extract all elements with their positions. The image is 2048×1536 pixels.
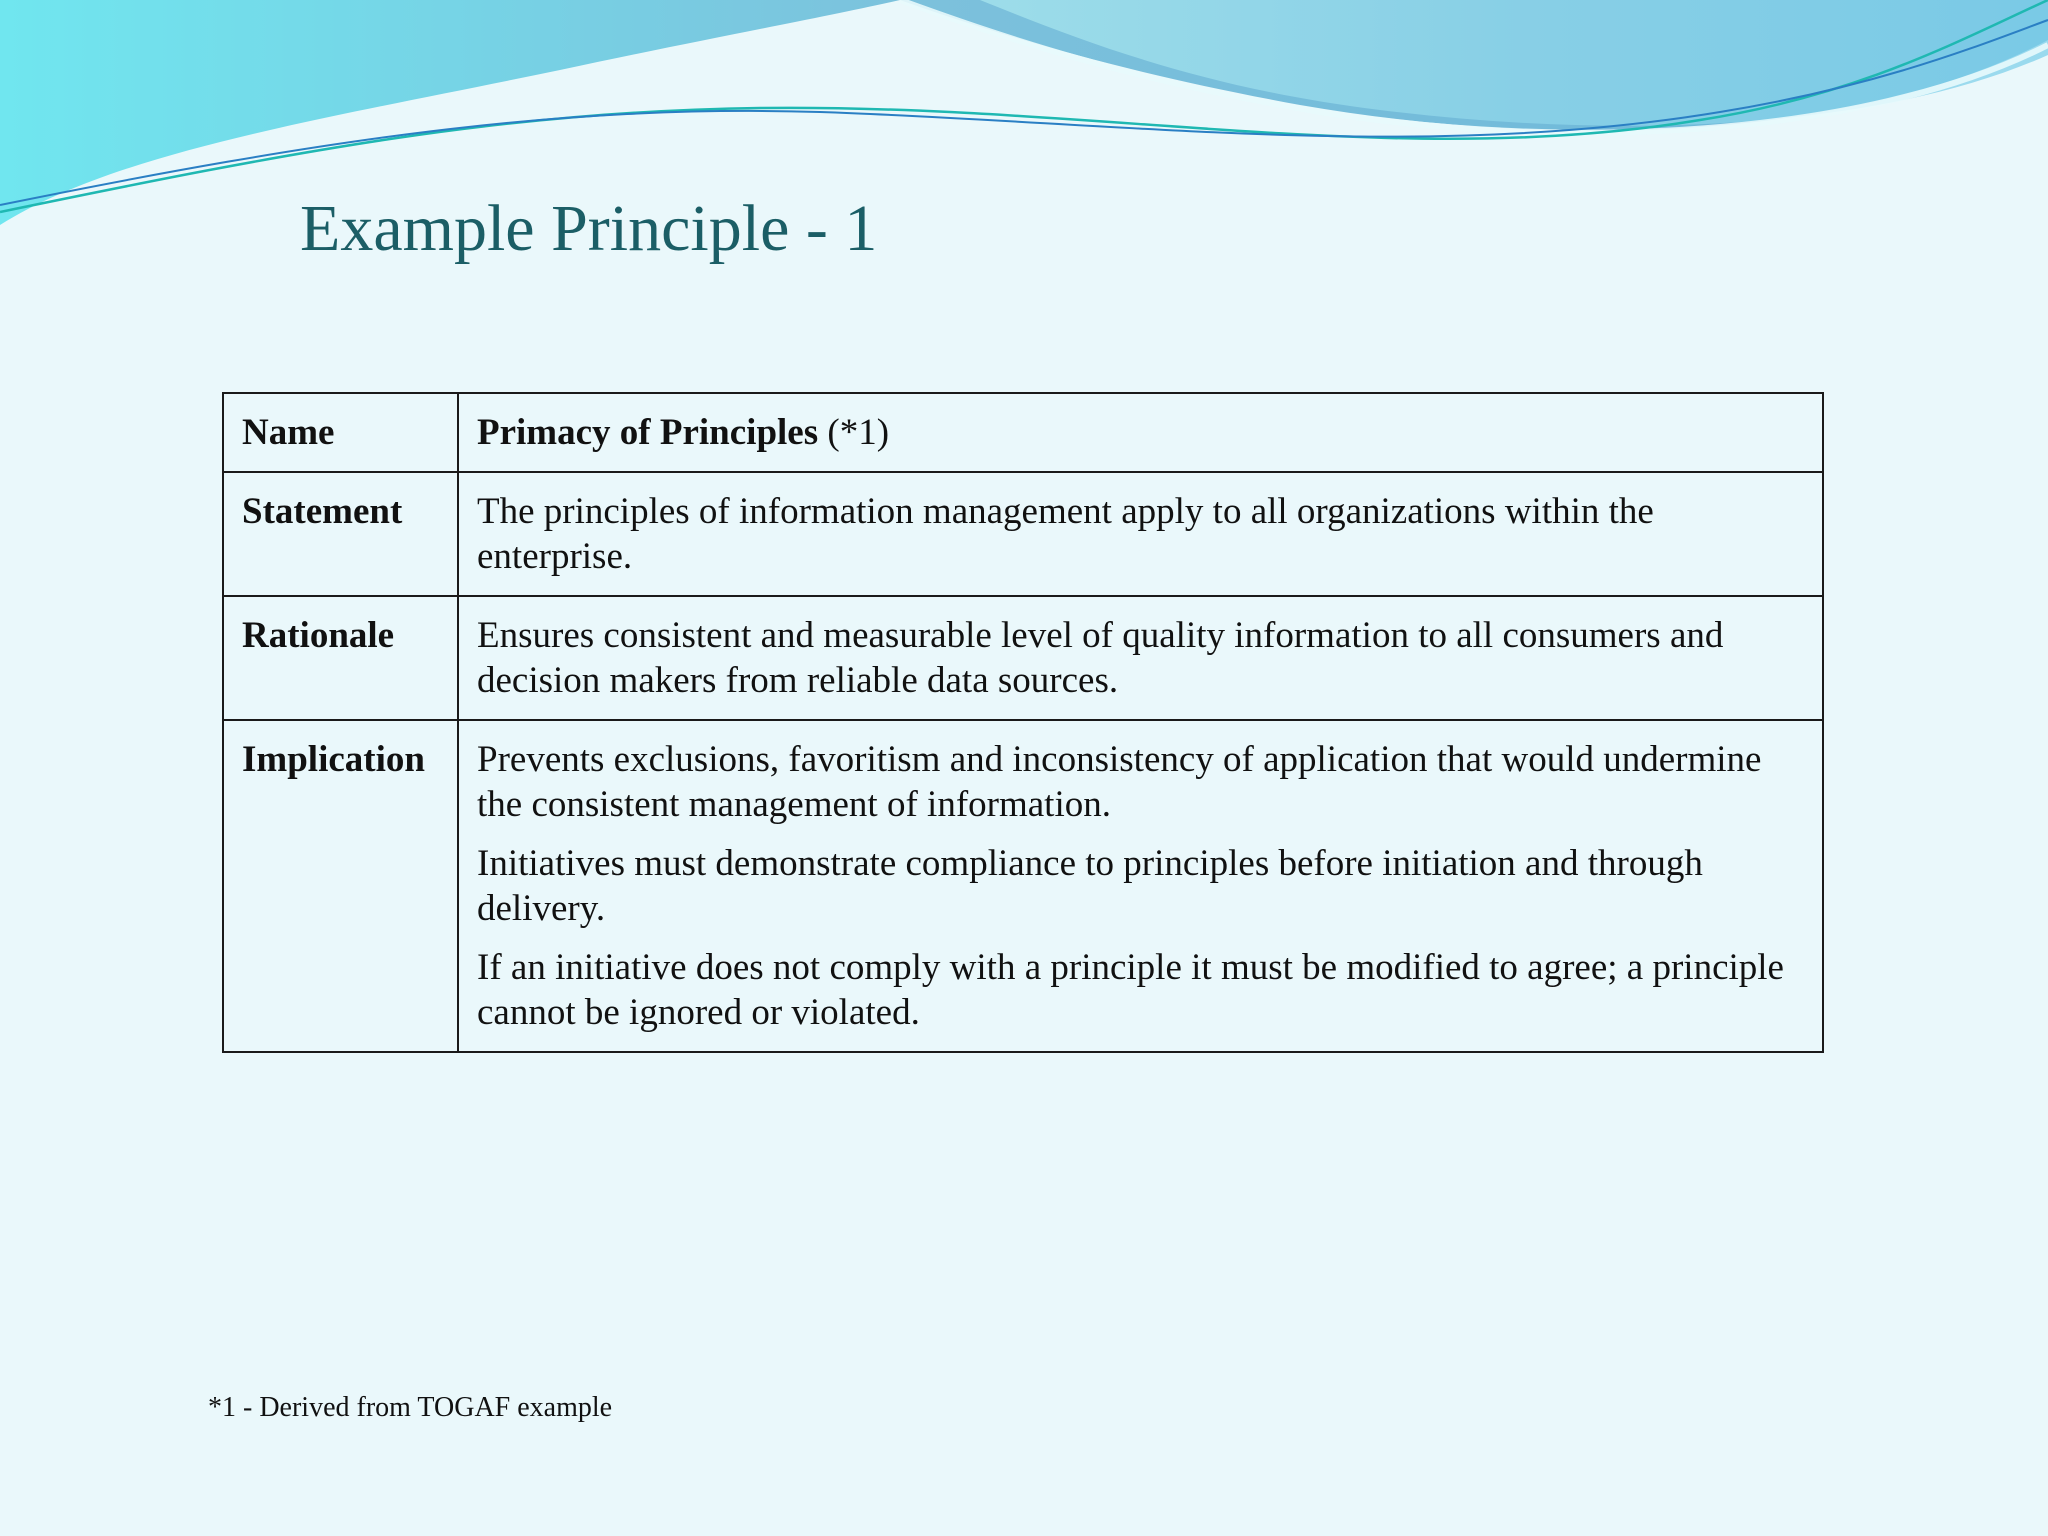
principle-table <box>222 392 1824 1053</box>
name-value-cell <box>458 393 1823 472</box>
name-label: Name <box>223 393 458 472</box>
table-row-name <box>223 393 1823 472</box>
implication-paragraph: Initiatives must demonstrate compliance to principles before initiation and through delivery. <box>477 843 1703 929</box>
slide-title: Example Principle - 1 <box>300 192 878 265</box>
name-value: Primacy of Principles <box>477 412 819 453</box>
implication-label: Implication <box>223 720 458 1052</box>
implication-value-cell <box>458 720 1823 1052</box>
implication-paragraph: If an initiative does not comply with a principle it must be modified to agree; a principle cannot be ignored or violated. <box>477 947 1784 1033</box>
table-row-implication <box>223 720 1823 1052</box>
implication-paragraph: Prevents exclusions, favoritism and inconsistency of application that would undermine the consistent management of information. <box>477 739 1762 825</box>
table-row-statement <box>223 472 1823 596</box>
name-note: (*1) <box>818 412 890 453</box>
rationale-value: Ensures consistent and measurable level of quality information to all consumers and decision makers from reliable data sources. <box>458 596 1823 720</box>
statement-label: Statement <box>223 472 458 596</box>
rationale-label: Rationale <box>223 596 458 720</box>
footnote: *1 - Derived from TOGAF example <box>208 1392 613 1423</box>
statement-value: The principles of information management apply to all organizations within the enterprise. <box>458 472 1823 596</box>
table-row-rationale <box>223 596 1823 720</box>
